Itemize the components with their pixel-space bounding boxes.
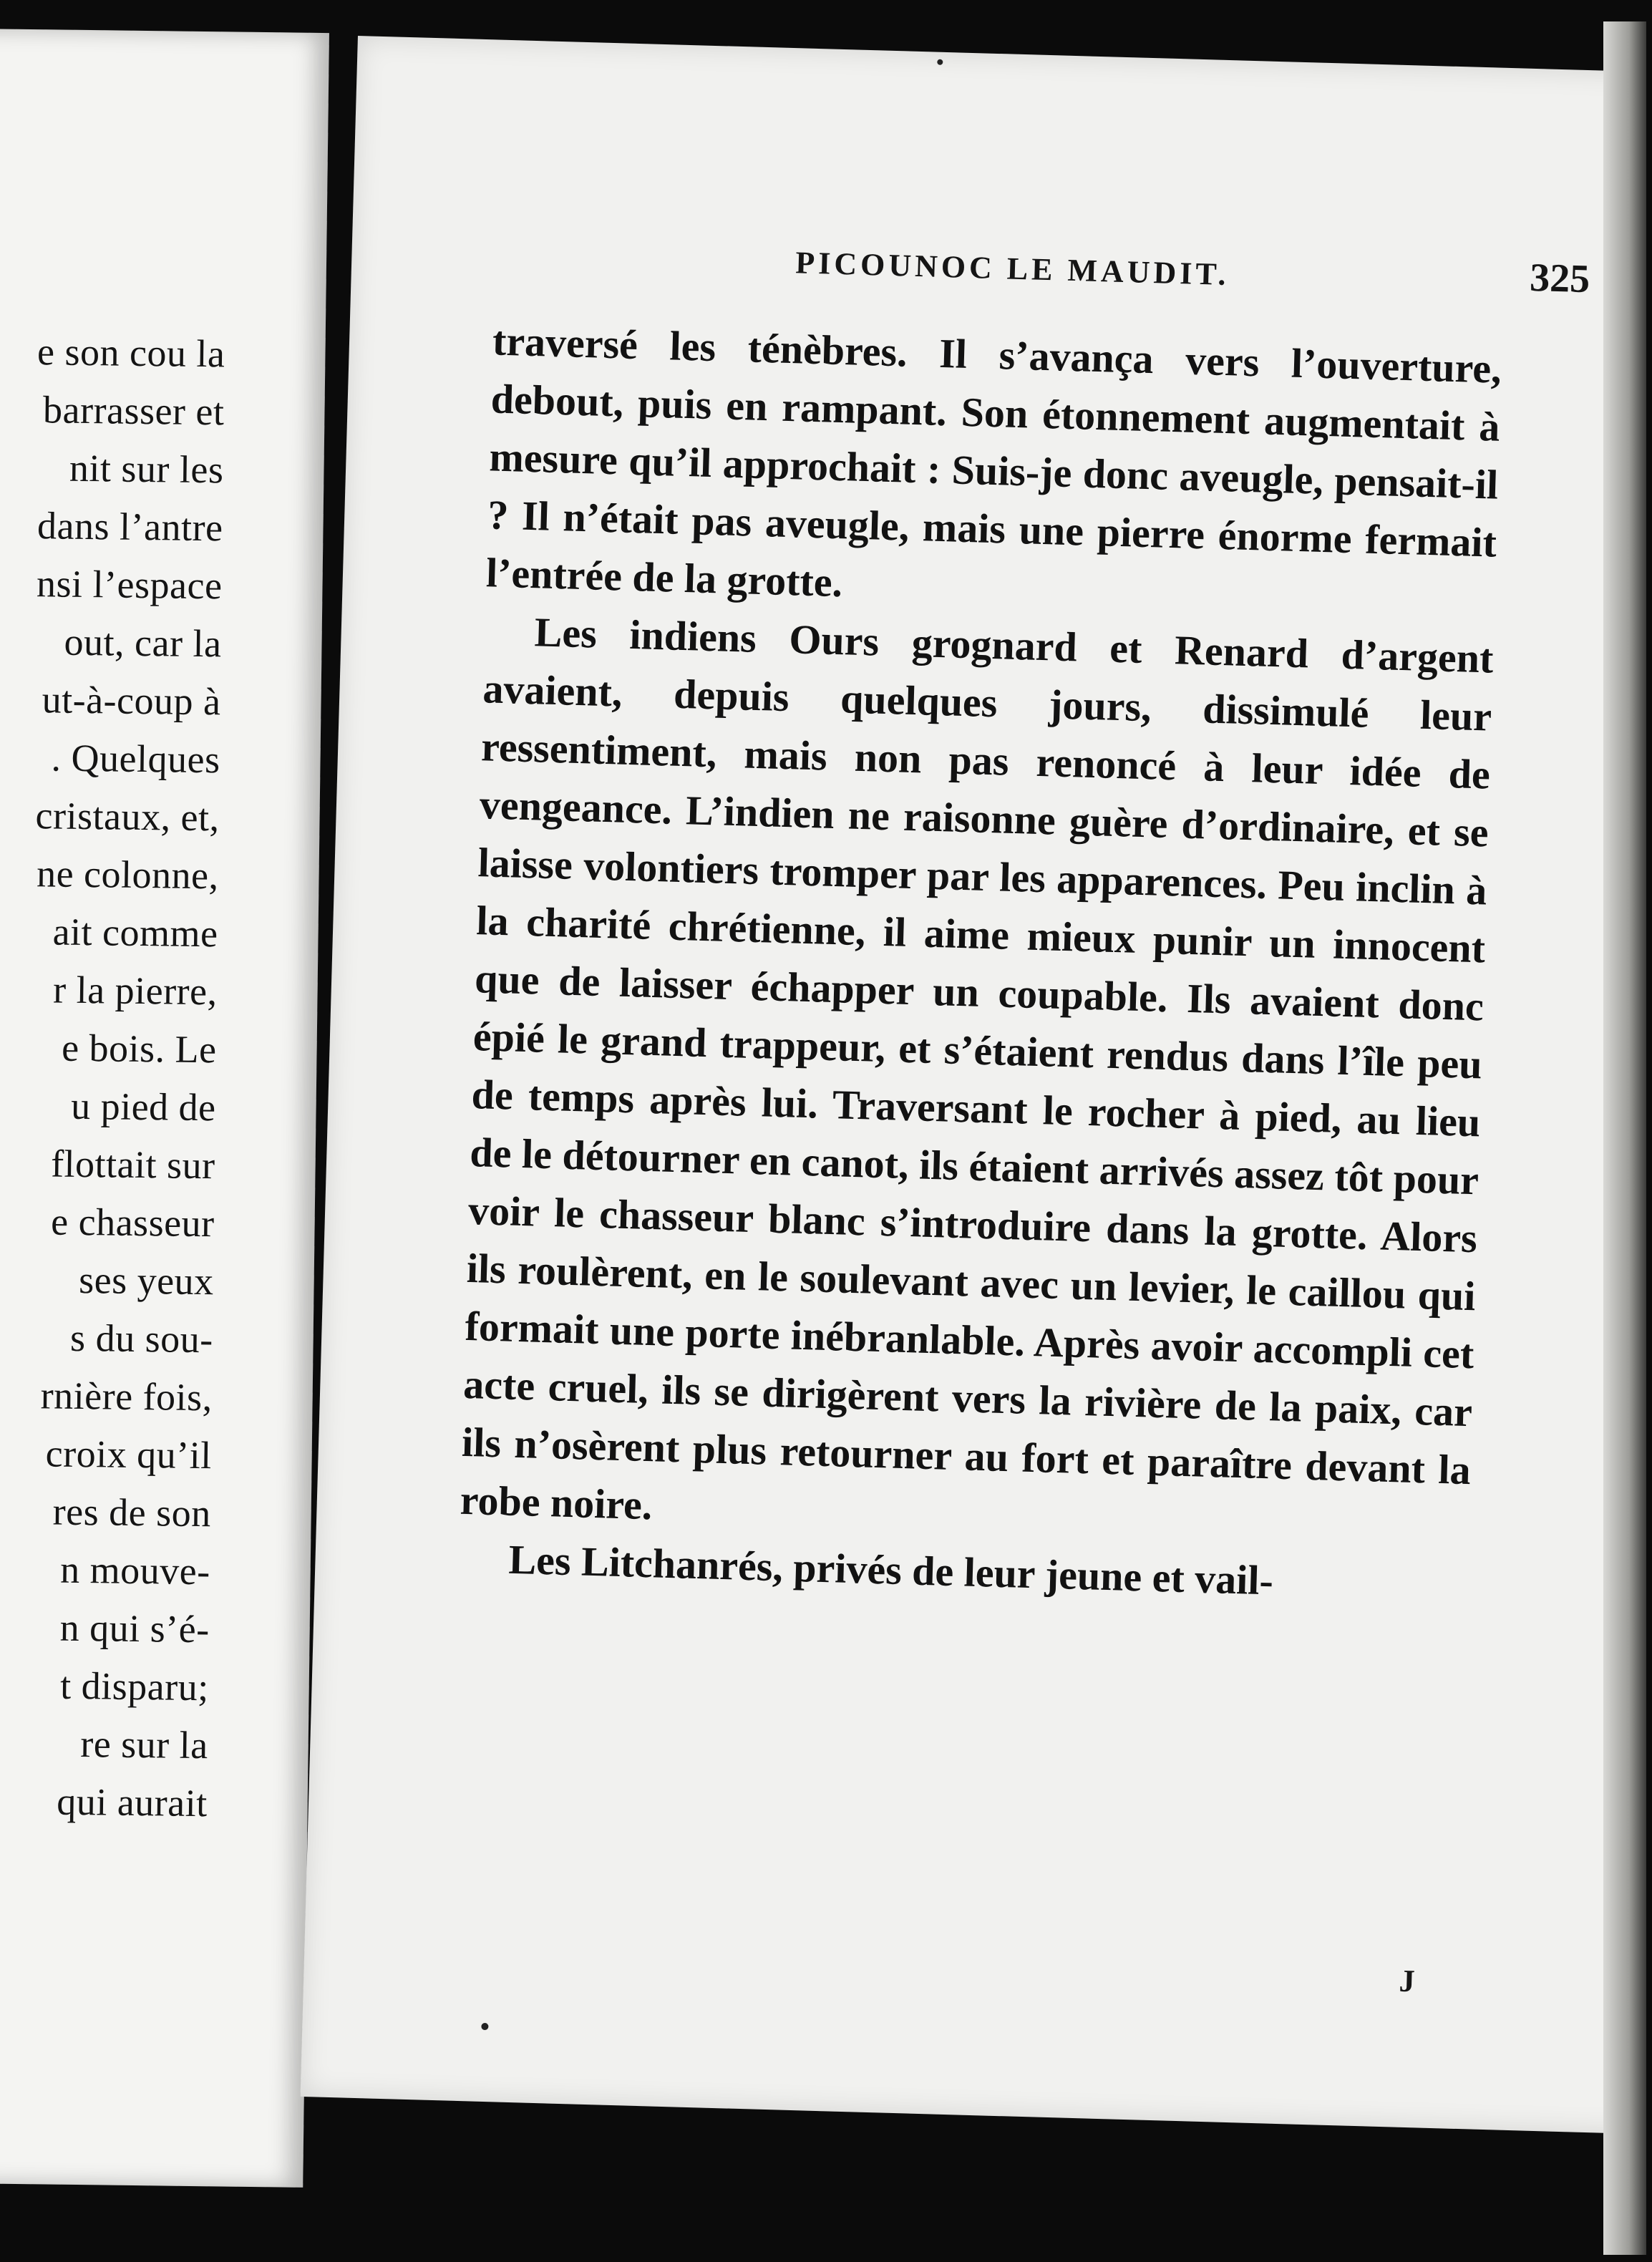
previous-page-line: n mouve-: [59, 1548, 211, 1593]
previous-page-line: qui aurait: [56, 1780, 208, 1825]
previous-page-line: nit sur les: [69, 446, 224, 492]
previous-page-line: e son cou la: [37, 330, 225, 376]
paragraph-continued: traversé les ténèbres. Il s’avança vers l’ouverture, debout, puis en rampant. Son étonnement augmentait à mesure qu’il approchait : Suis-je donc aveugle, pensait-il ? Il n’était pas aveugle, mais une pierre énorme fermait l’entrée de la grotte.: [485, 317, 1502, 606]
page-edge: [1603, 21, 1646, 2255]
previous-page-line: e chasseur: [50, 1200, 215, 1246]
previous-page-line: n qui s’é-: [59, 1606, 210, 1651]
previous-page-line: ut-à-coup à: [42, 678, 221, 724]
previous-page-line: cristaux, et,: [35, 794, 220, 840]
running-title: PICOUNOC LE MAUDIT.: [795, 245, 1230, 293]
body-text: [458, 311, 1502, 1615]
previous-page-line: barrasser et: [42, 388, 225, 434]
page-number: 325: [1529, 255, 1591, 302]
previous-page-text: [0, 322, 225, 1833]
ink-speck: [937, 59, 943, 65]
previous-page-line: . Quelques: [51, 736, 220, 782]
signature-mark: J: [1399, 1963, 1416, 1999]
ink-speck: [481, 2023, 488, 2030]
previous-page-line: s du sou-: [69, 1316, 214, 1361]
paragraph: Les indiens Ours grognard et Renard d’argent avaient, depuis quelques jours, dissimulé leur ressentiment, mais non pas renoncé à leur idée de vengeance. L’indien ne raisonne guère d’ordinaire, et se laisse volontiers tromper par les apparences. Peu inclin à la charité chrétienne, il aime mieux punir un innocent que de laisser échapper un coupable. Ils avaient donc épié le grand trappeur, et s’étaient rendus dans l’île peu de temps après lui. Traversant le rocher à pied, au lieu de le détourner en canot, ils étaient arrivés assez tôt pour voir le chasseur blanc s’introduire dans la grotte. Alors ils roulèrent, en le soulevant avec un levier, le caillou qui formait une porte inébranlable. Après avoir accompli cet acte cruel, ils se dirigèrent vers la rivière de la paix, car ils n’osèrent plus retourner au fort et paraître devant la robe noire.: [460, 608, 1495, 1529]
previous-page-line: flottait sur: [50, 1142, 215, 1188]
previous-page-line: rnière fois,: [40, 1374, 213, 1419]
previous-page-line: res de son: [52, 1490, 212, 1535]
running-head: [687, 231, 1619, 314]
previous-page-line: ses yeux: [78, 1258, 215, 1304]
previous-page-line: e bois. Le: [61, 1026, 217, 1072]
page-sheet: [301, 36, 1646, 2134]
previous-page-line: r la pierre,: [52, 968, 218, 1014]
previous-page-line: t disparu;: [59, 1664, 210, 1709]
paragraph: Les Litchanrés, privés de leur jeune et vail-: [507, 1535, 1274, 1604]
previous-page-line: u pied de: [70, 1084, 216, 1130]
previous-page-line: out, car la: [64, 620, 222, 666]
previous-page-line: ne colonne,: [36, 852, 219, 898]
previous-page-line: re sur la: [79, 1722, 209, 1767]
previous-page-line: nsi l’espace: [36, 562, 223, 608]
previous-page-line: dans l’antre: [37, 504, 223, 550]
previous-page-line: croix qu’il: [45, 1432, 213, 1477]
current-page: [286, 21, 1646, 2255]
previous-page: [0, 29, 329, 2188]
previous-page-line: ait comme: [52, 910, 218, 956]
